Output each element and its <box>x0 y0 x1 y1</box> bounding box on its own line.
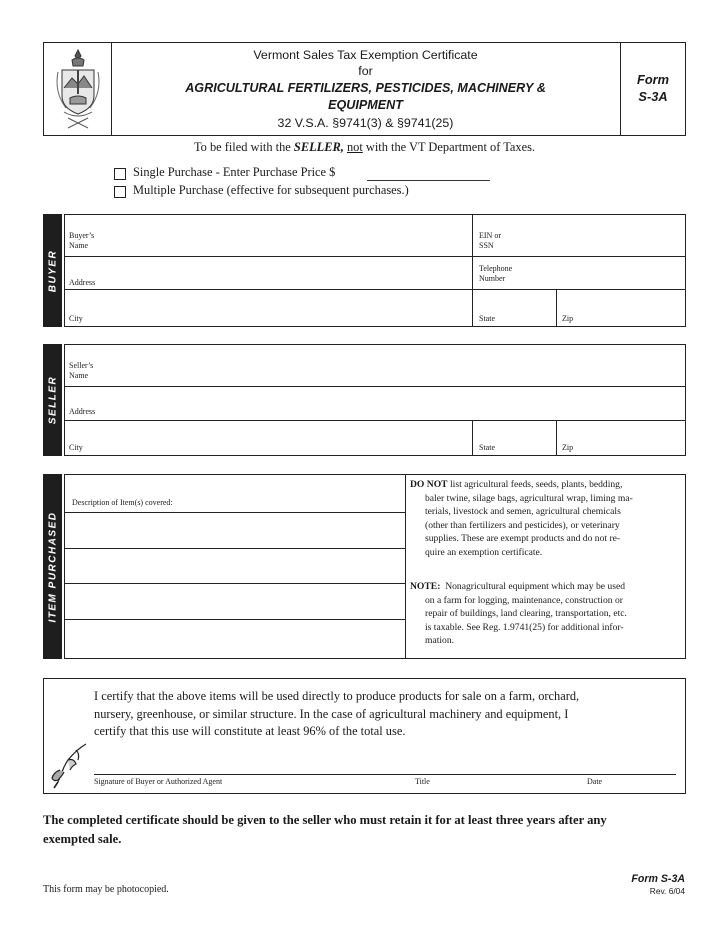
note-line-0-text: Nonagricultural equipment which may be used <box>445 581 626 592</box>
item-description-field-1[interactable] <box>66 514 403 546</box>
retention-notice-l2: exempted sale. <box>43 831 122 846</box>
do-not-line-0 <box>410 478 674 492</box>
do-not-head: DO NOT <box>410 479 448 490</box>
seller-name-field[interactable] <box>110 346 683 384</box>
do-not-line-1: baler twine, silage bags, agricultural wrap, liming ma- <box>425 492 633 504</box>
buyer-ein-label <box>479 231 501 251</box>
retention-notice-l1: The completed certificate should be given to the seller who must retain it for at least three years after any <box>43 813 607 827</box>
buyer-name-label-l1: Buyer’s <box>69 231 95 240</box>
buyer-section-label: BUYER <box>47 249 58 292</box>
certification-line-0: I certify that the above items will be used directly to produce products for sale on a farm, orchard, <box>94 689 580 703</box>
certification-text <box>94 688 579 741</box>
seller-row-divider-2 <box>64 420 686 421</box>
date-label: Date <box>587 777 603 786</box>
buyer-zip-label: Zip <box>562 314 574 323</box>
seller-name-label-l1: Seller’s <box>69 361 94 370</box>
signature-field[interactable] <box>94 752 414 773</box>
retention-notice <box>43 811 607 848</box>
certificate-for: for <box>358 64 373 78</box>
photocopy-note: This form may be photocopied. <box>43 884 169 895</box>
do-not-line-4: supplies. These are exempt products and do not re- <box>425 533 621 545</box>
note-line-2: repair of buildings, land clearing, transportation, etc. <box>425 608 627 620</box>
do-not-list-note <box>410 478 674 560</box>
vermont-coat-of-arms-icon <box>52 48 104 130</box>
item-purchased-section-label: ITEM PURCHASED <box>47 510 58 623</box>
do-not-line-2: terials, livestock and semen, agricultural chemicals <box>425 506 621 518</box>
buyer-ein-field[interactable] <box>515 216 683 254</box>
buyer-ein-label-l2: SSN <box>479 241 494 250</box>
buyer-city-field[interactable] <box>95 291 470 325</box>
revision-date: Rev. 6/04 <box>649 886 685 896</box>
seller-state-field[interactable] <box>500 422 554 454</box>
buyer-col-divider <box>472 214 473 327</box>
seller-address-label: Address <box>69 407 96 416</box>
seller-city-label: City <box>69 443 83 452</box>
title-label: Title <box>415 777 430 786</box>
certificate-title: Vermont Sales Tax Exemption Certificate <box>253 48 478 62</box>
certification-line-2: certify that this use will constitute at least 96% of the total use. <box>94 724 406 739</box>
do-not-line-3: (other than fertilizers and pesticides), or veterinary <box>425 519 620 531</box>
writing-hand-icon <box>46 740 92 790</box>
buyer-address-field[interactable] <box>110 258 470 288</box>
buyer-row-divider-1 <box>64 256 686 257</box>
seller-zip-field[interactable] <box>578 422 683 454</box>
footer-form-id: Form S-3A <box>631 873 685 885</box>
filing-note <box>43 140 686 155</box>
buyer-telephone-label <box>479 264 512 284</box>
seller-name-label-l2: Name <box>69 371 89 380</box>
seller-city-field[interactable] <box>95 422 470 454</box>
items-line-2 <box>64 548 405 549</box>
buyer-city-label: City <box>69 314 83 323</box>
seller-name-label <box>69 361 93 381</box>
buyer-section-band <box>43 214 62 327</box>
buyer-telephone-field[interactable] <box>530 258 683 288</box>
signature-line <box>94 774 676 775</box>
seller-section-band <box>43 344 62 456</box>
seller-zip-label: Zip <box>562 443 574 452</box>
note-line-0 <box>410 580 674 594</box>
seller-address-field[interactable] <box>110 388 683 418</box>
note-line-4: mation. <box>425 635 455 647</box>
buyer-name-field[interactable] <box>110 216 470 254</box>
seller-zip-divider <box>556 420 557 456</box>
single-purchase-label: Single Purchase - Enter Purchase Price $ <box>133 165 336 179</box>
filing-note-seller: SELLER, <box>293 140 344 154</box>
form-number: S-3A <box>638 89 668 104</box>
items-description-label: Description of Item(s) covered: <box>72 498 173 507</box>
buyer-ein-label-l1: EIN or <box>479 231 501 240</box>
certificate-subject-line2: EQUIPMENT <box>328 98 403 112</box>
multiple-purchase-checkbox[interactable] <box>114 186 126 198</box>
seller-state-divider <box>472 420 473 456</box>
items-line-3 <box>64 583 405 584</box>
certificate-subject-line1: AGRICULTURAL FERTILIZERS, PESTICIDES, MACHINERY & <box>185 81 546 95</box>
buyer-state-label: State <box>479 314 495 323</box>
filing-note-after: with the VT Department of Taxes. <box>365 140 536 154</box>
multiple-purchase-label: Multiple Purchase (effective for subsequent purchases.) <box>133 183 409 197</box>
nonagricultural-note <box>410 580 674 648</box>
buyer-zip-divider <box>556 289 557 327</box>
items-col-divider <box>405 474 406 659</box>
do-not-line-5: quire an exemption certificate. <box>425 546 543 558</box>
items-line-1 <box>64 512 405 513</box>
purchase-price-input[interactable] <box>367 180 490 181</box>
item-description-field-2[interactable] <box>66 550 403 582</box>
seller-section-label: SELLER <box>47 375 58 425</box>
do-not-line-0-text: list agricultural feeds, seeds, plants, bedding, <box>450 479 623 490</box>
note-line-1: on a farm for logging, maintenance, construction or <box>425 594 623 606</box>
item-purchased-section-band <box>43 474 62 659</box>
seller-row-divider-1 <box>64 386 686 387</box>
buyer-state-field[interactable] <box>500 291 554 325</box>
item-description-field-3[interactable] <box>66 585 403 617</box>
form-label: Form <box>637 72 669 87</box>
buyer-name-label-l2: Name <box>69 241 89 250</box>
note-head: NOTE: <box>410 581 441 592</box>
certification-line-1: nursery, greenhouse, or similar structure. In the case of agricultural machinery and equipment, I <box>94 706 569 721</box>
note-line-3: is taxable. See Reg. 1.9741(25) for additional infor- <box>425 621 624 633</box>
buyer-telephone-label-l2: Number <box>479 274 506 283</box>
filing-note-not: not <box>346 140 363 154</box>
buyer-telephone-label-l1: Telephone <box>479 264 513 273</box>
title-field[interactable] <box>415 752 585 773</box>
items-line-4 <box>64 619 405 620</box>
buyer-row-divider-2 <box>64 289 686 290</box>
item-description-field-4[interactable] <box>66 621 403 657</box>
buyer-address-label: Address <box>69 278 96 287</box>
date-field[interactable] <box>586 752 676 773</box>
buyer-zip-field[interactable] <box>578 291 683 325</box>
filing-note-before: To be filed with the <box>193 140 291 154</box>
buyer-name-label <box>69 231 94 251</box>
seller-state-label: State <box>479 443 495 452</box>
single-purchase-checkbox[interactable] <box>114 168 126 180</box>
signature-label: Signature of Buyer or Authorized Agent <box>94 777 223 786</box>
certificate-statute: 32 V.S.A. §9741(3) & §9741(25) <box>277 116 454 130</box>
